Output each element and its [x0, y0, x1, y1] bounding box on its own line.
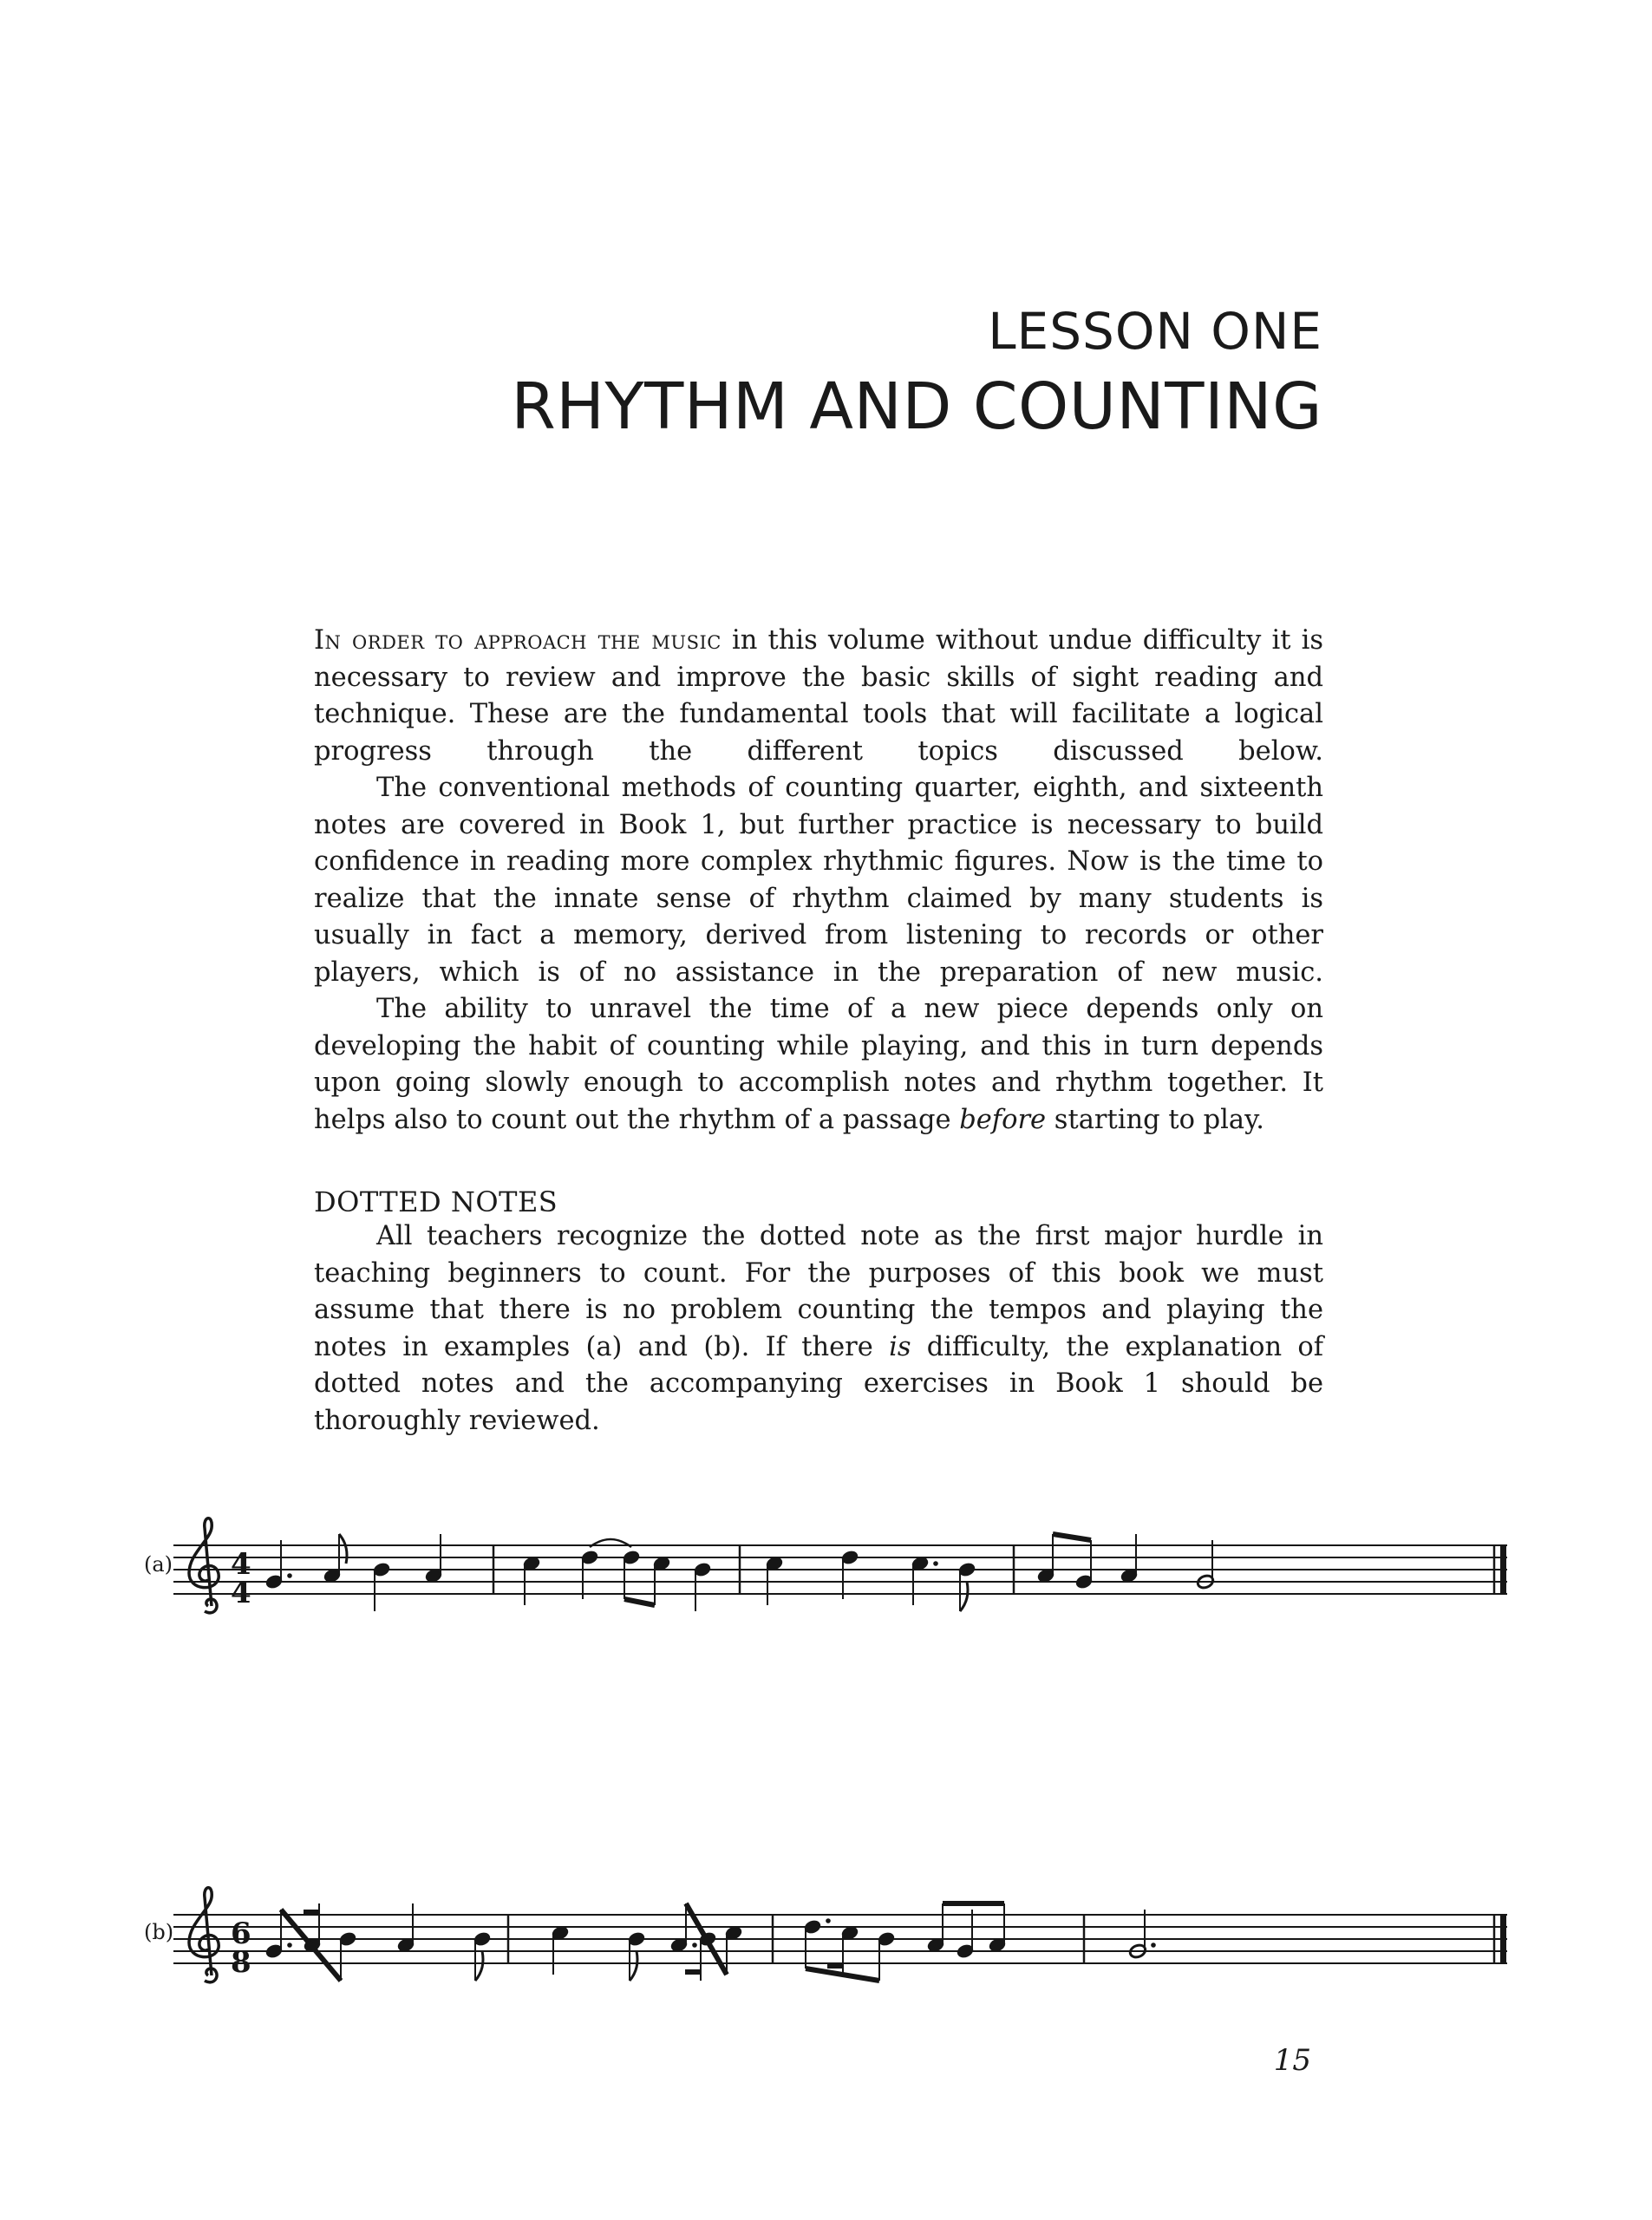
dotted-notes-text-2: difficulty, the explanation of dotted notes and the accompanying exercises in Book 1 should be thoroughly reviewed.: [314, 1331, 1323, 1436]
treble-clef: [189, 1518, 219, 1613]
treble-clef: [189, 1888, 219, 1982]
section-heading: DOTTED NOTES: [314, 1185, 558, 1218]
final-barline-thick: [1500, 1915, 1506, 1963]
lesson-title: RHYTHM AND COUNTING: [511, 369, 1322, 444]
dotted-notes-emphasis: is: [889, 1331, 911, 1362]
augmentation-dot: [287, 1942, 292, 1948]
example-b-staff: [173, 1878, 1509, 2008]
paragraph-1-text: in this volume without undue difficulty it is necessary to review and improve the basic skills of sight reading and technique. These are the fundamental tools that will facilitate a logical progress through the different topics discussed below.: [314, 625, 1324, 767]
intro-text: [314, 623, 1323, 1139]
dotted-notes-text-1: All teachers recognize the dotted note as the first major hurdle in teaching beginners to count. For the purposes of this book we must assume that there is no problem counting the tempos and playing the notes in examples (a) and (b). If there: [314, 1221, 1323, 1362]
augmentation-dot: [692, 1942, 697, 1948]
augmentation-dot: [826, 1918, 831, 1923]
note-flag: [960, 1582, 968, 1611]
time-signature-top: 6: [231, 1916, 251, 1951]
paragraph-2: The conventional methods of counting quarter, eighth, and sixteenth notes are covered in Book 1, but further practice is necessary to build confidence in reading more complex rhythmic figures. Now is the time to realize that the innate sense of rhythm claimed by many students is usually in fact a memory, derived from listening to records or other players, which is of no assistance in the preparation of new music.: [314, 773, 1323, 988]
paragraph-3-end: starting to play.: [1046, 1104, 1264, 1135]
augmentation-dot: [1151, 1942, 1156, 1948]
page-number: 15: [1273, 2043, 1311, 2078]
note-beam: [624, 1599, 655, 1605]
example-a-label: (a): [144, 1552, 173, 1577]
paragraph-1: [314, 623, 1323, 770]
paragraph-3: [314, 991, 1323, 1139]
time-signature-bottom: 4: [231, 1576, 251, 1610]
time-signature-top: 4: [231, 1547, 251, 1582]
note-flag: [630, 1951, 637, 1981]
example-a-staff: [173, 1509, 1509, 1639]
lead-in: In order to approach the music: [314, 625, 722, 656]
paragraph-3-emphasis: before: [959, 1104, 1047, 1135]
augmentation-dot: [287, 1573, 292, 1578]
lesson-label: LESSON ONE: [988, 302, 1322, 361]
dotted-notes-text: [314, 1218, 1323, 1440]
example-b-label: (b): [144, 1920, 174, 1944]
staff-lines: [173, 1915, 1507, 1963]
note-beam: [1053, 1534, 1091, 1540]
augmentation-dot: [933, 1561, 938, 1566]
paragraph-3-text: The ability to unravel the time of a new piece depends only on developing the habit of counting while playing, and this in turn depends upon going slowly enough to accomplish notes and rhythm together. It helps also to count out the rhythm of a passage: [314, 994, 1323, 1135]
note-flag: [475, 1951, 483, 1981]
dotted-notes-paragraph: [314, 1218, 1323, 1440]
final-barline-thick: [1500, 1545, 1506, 1594]
time-signature-bottom: 8: [231, 1945, 251, 1980]
staff-lines: [173, 1545, 1507, 1594]
note-flag: [339, 1534, 347, 1564]
